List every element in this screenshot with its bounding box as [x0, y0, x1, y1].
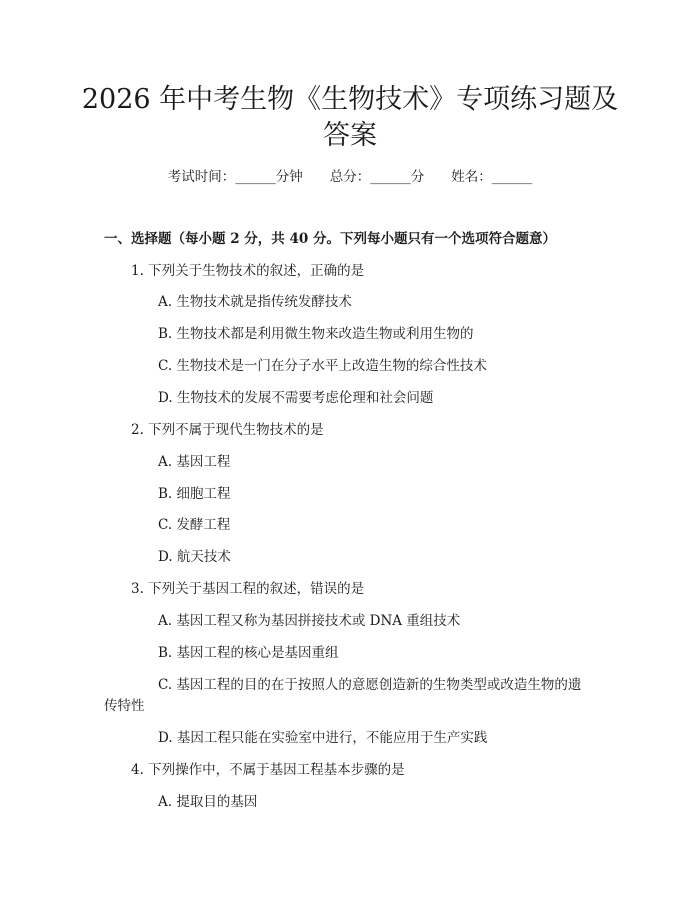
question-3-stem: 3. 下列关于基因工程的叙述，错误的是 — [131, 581, 365, 597]
document-title-line1: 2026 年中考生物《生物技术》专项练习题及 — [81, 84, 619, 115]
section-heading: 一、选择题（每小题 2 分，共 40 分。下列每小题只有一个选项符合题意） — [104, 231, 556, 247]
document-title-line2: 答案 — [323, 120, 377, 151]
question-1-option-a: A. 生物技术就是指传统发酵技术 — [158, 294, 352, 310]
question-2-option-a: A. 基因工程 — [158, 454, 231, 470]
question-2-option-c: C. 发酵工程 — [158, 517, 231, 533]
question-2-stem: 2. 下列不属于现代生物技术的是 — [131, 422, 324, 438]
question-3-option-c: C. 基因工程的目的在于按照人的意愿创造新的生物类型或改造生物的遗 — [158, 677, 582, 693]
question-4-option-a: A. 提取目的基因 — [158, 794, 258, 810]
question-1-option-d: D. 生物技术的发展不需要考虑伦理和社会问题 — [158, 390, 434, 406]
question-1-option-c: C. 生物技术是一门在分子水平上改造生物的综合性技术 — [158, 358, 487, 374]
question-3-option-d: D. 基因工程只能在实验室中进行，不能应用于生产实践 — [158, 730, 488, 746]
question-3-option-a: A. 基因工程又称为基因拼接技术或 DNA 重组技术 — [158, 613, 461, 629]
question-1-option-b: B. 生物技术都是利用微生物来改造生物或利用生物的 — [158, 326, 474, 342]
question-3-option-b: B. 基因工程的核心是基因重组 — [158, 645, 339, 661]
question-4-stem: 4. 下列操作中，不属于基因工程基本步骤的是 — [131, 762, 405, 778]
exam-info-line: 考试时间：______分钟 总分：______分 姓名：______ — [167, 169, 533, 185]
question-2-option-b: B. 细胞工程 — [158, 486, 231, 502]
question-1-stem: 1. 下列关于生物技术的叙述，正确的是 — [131, 263, 365, 279]
question-3-option-c-continued: 传特性 — [104, 698, 145, 714]
question-2-option-d: D. 航天技术 — [158, 549, 231, 565]
